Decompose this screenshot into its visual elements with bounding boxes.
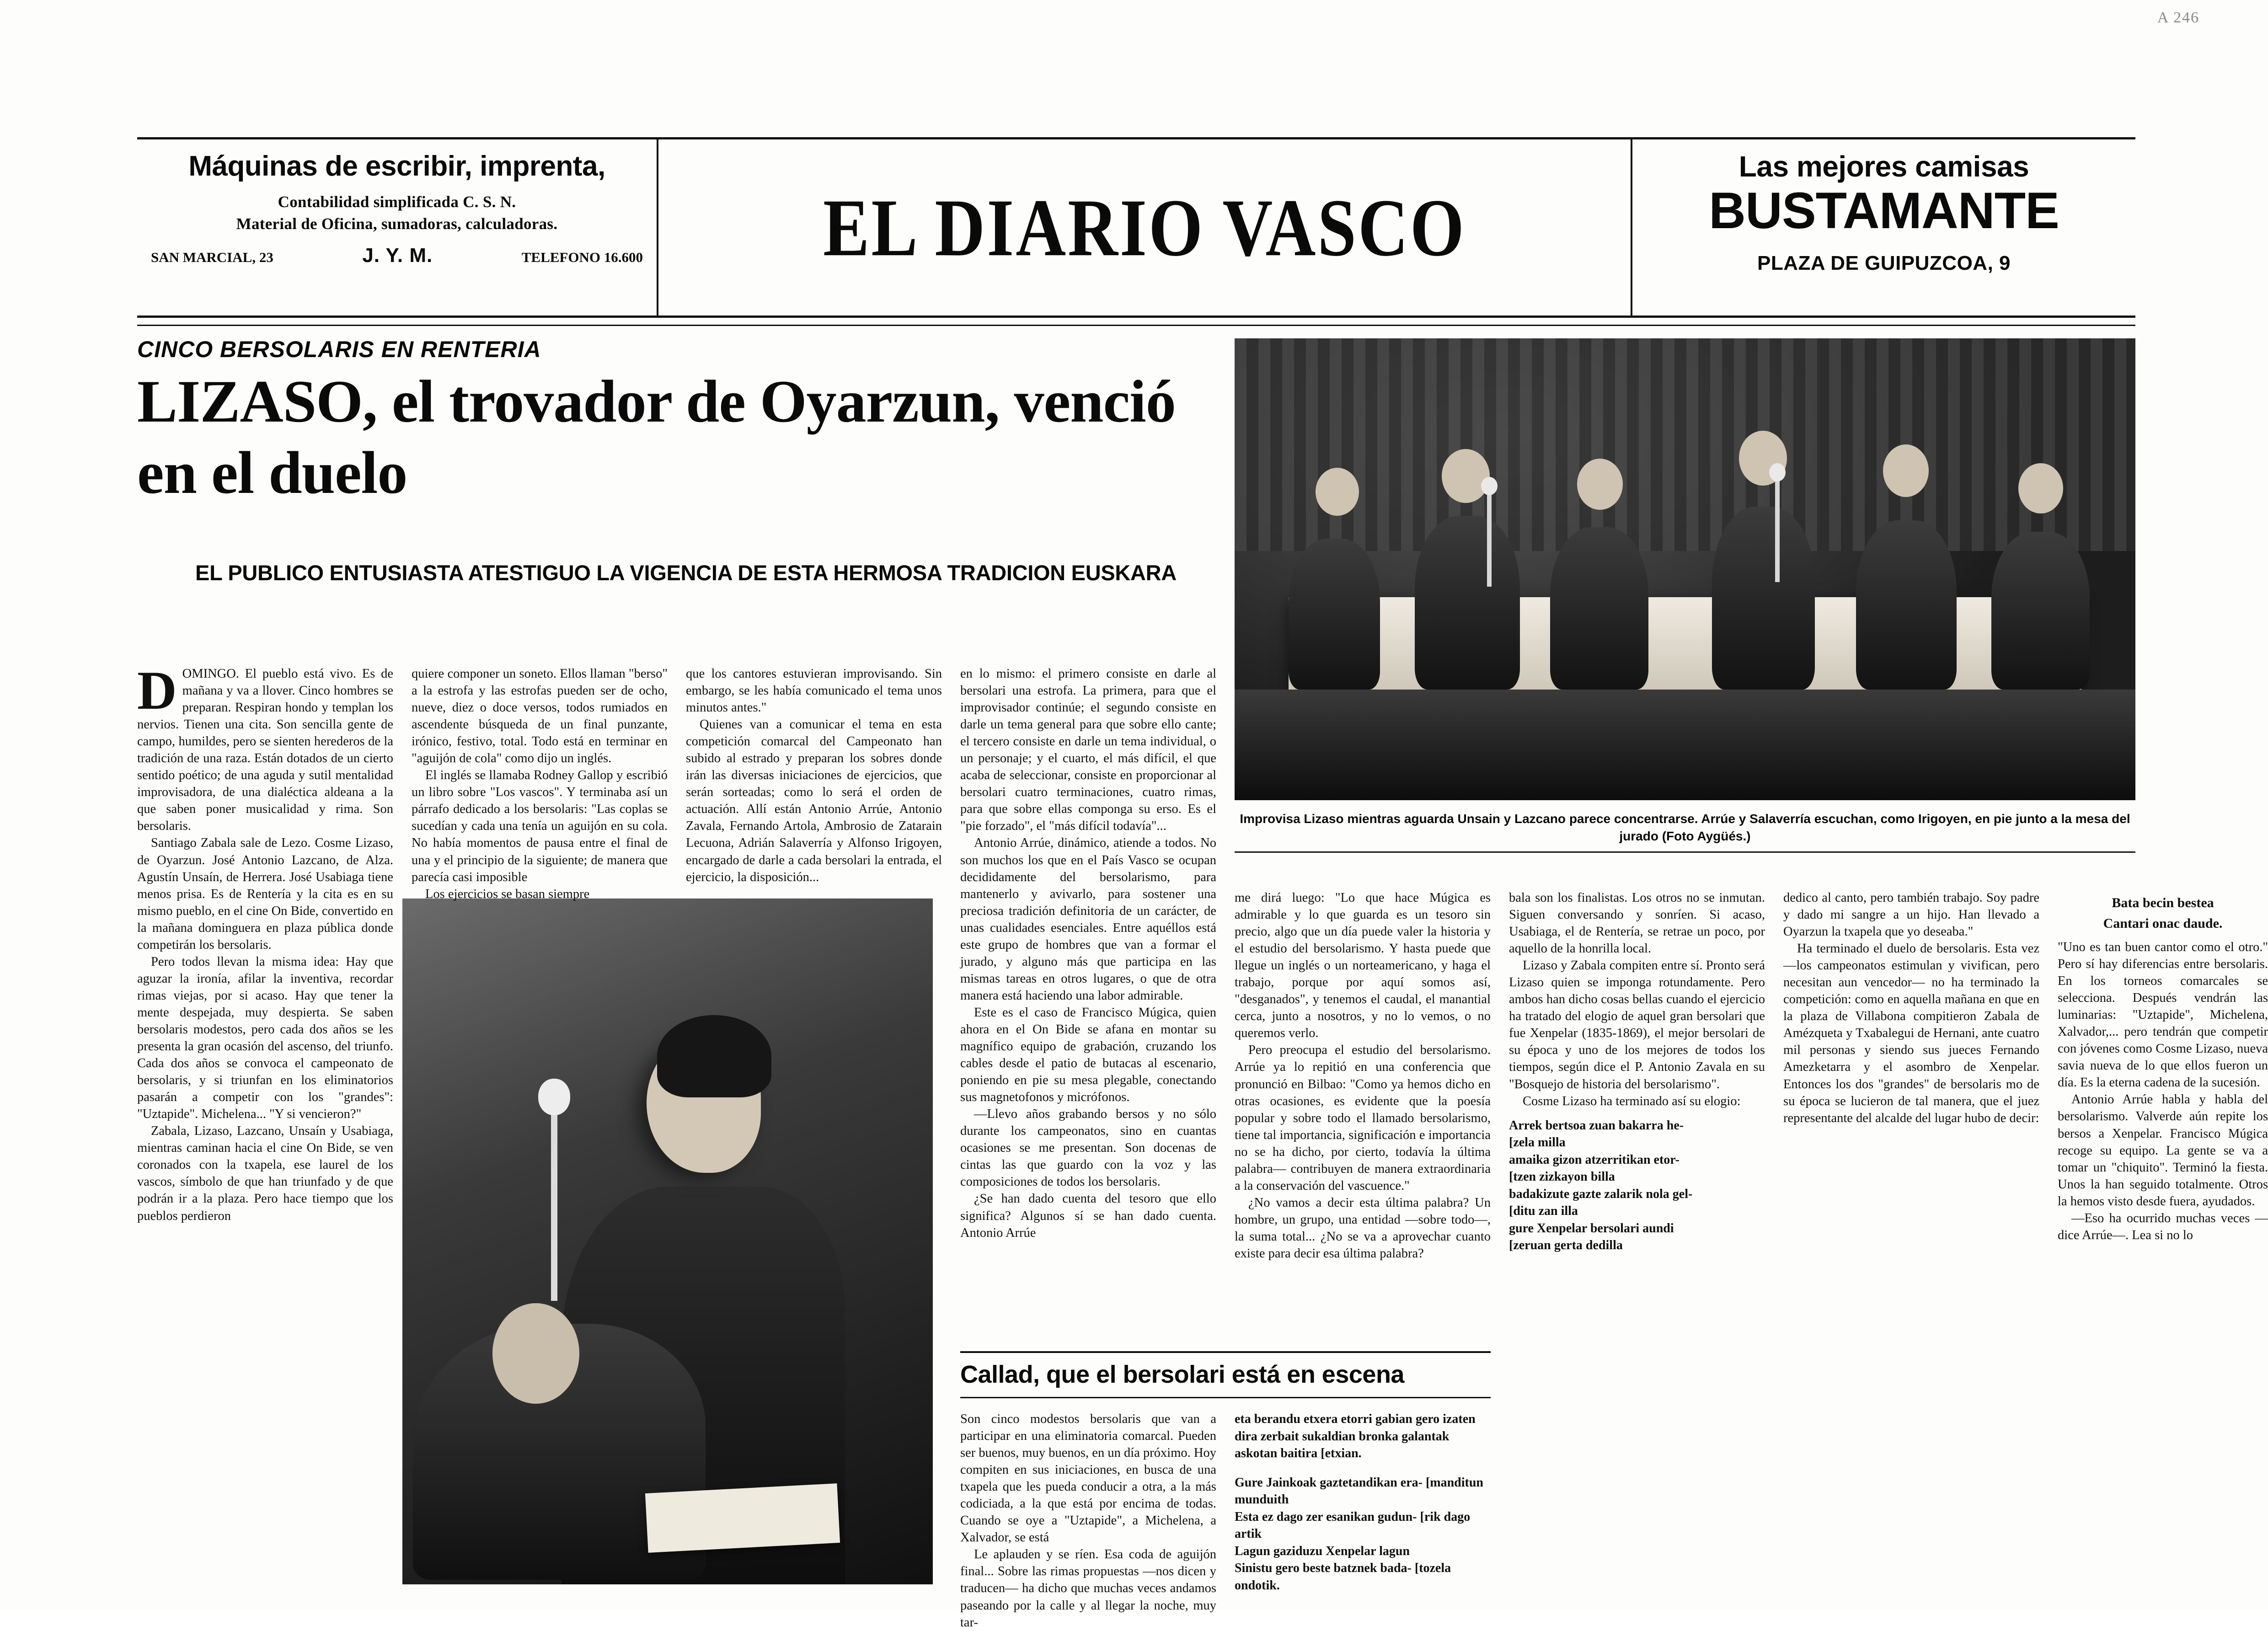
verse-heading-bata: Bata becin bestea — [2112, 895, 2214, 910]
paragraph: bala son los finalistas. Los otros no se inmutan. Siguen conversando y sonríen. Si acaso, Usabiaga, el de Rentería, se retrae un poco, por aquello de la honrilla local. — [1509, 891, 1765, 956]
paragraph: Quienes van a comunicar el tema en esta competición comarcal del Campeonato han subido al estrado y preparan los sobres donde irán las diversas iniciaciones de ejercicios, que serán sorteadas; como lo será el orden de actuación. Allí están Antonio Arrúe, Antonio Zavala, Fernando Artola, Ambrosio de Zatarain Lecuona, Adrián Salaverría y Alfonso Irigoyen, encargado de darle a cada bersolari la entrada, el ejercicio, la disposición... — [686, 717, 942, 884]
verse-heading-cantari: Cantari onac daude. — [2103, 916, 2223, 931]
paragraph: Santiago Zabala sale de Lezo. Cosme Lizaso, de Oyarzun. José Antonio Lazcano, de Alza. Agustín Unsaín, de Herrera. José Usabiaga tiene menos prisa. Es de Rentería y la cita es en su mismo pueblo, en el cine On Bide, convertido en la mañana dominguera en plaza pública donde competirán los bersolaris. — [137, 836, 393, 952]
paragraph: que los cantores estuvieran improvisando. Sin embargo, se les había comunicado el tema unos minutos antes." — [686, 667, 942, 715]
left-ad-line3: Material de Oficina, sumadoras, calculadoras. — [236, 215, 558, 233]
verse-line: Esta ez dago zer esanikan gudun- [rik dago artik — [1235, 1509, 1471, 1541]
text-column-7 — [1783, 889, 2039, 1127]
text-column-4 — [960, 665, 1216, 1241]
left-ad-address: SAN MARCIAL, 23 — [151, 249, 273, 266]
left-ad-line1: Máquinas de escribir, imprenta, — [188, 150, 605, 182]
photo-caption — [1235, 810, 2135, 845]
verse-line: Sinistu gero beste batznek bada- [tozela ondotik. — [1235, 1561, 1451, 1593]
verse-line: amaika gizon atzerritikan etor- — [1509, 1152, 1680, 1167]
text-column-5 — [1235, 889, 1491, 1262]
left-ad-line2: Contabilidad simplificada C. S. N. — [278, 193, 516, 211]
paragraph: —Llevo años grabando bersos y no sólo durante los campeonatos, sino en cuantas ocasiones se me presentan. Son docenas de cintas las que guardo con la voz y las composiciones de todos los bersolaris. — [960, 1107, 1216, 1189]
paragraph: El inglés se llamaba Rodney Gallop y escribió un libro sobre "Los vascos". Y terminaba así un párrafo dedicado a los bersolaris: "Las coplas se sucedían y cada una tenía un aguijón en su cola. No había momentos de pausa entre el final de una y el principio de la siguiente; de manera que parecía casi imposible — [412, 768, 668, 884]
article-subhead: EL PUBLICO ENTUSIASTA ATESTIGUO LA VIGENCIA DE ESTA HERMOSA TRADICION EUSKARA — [195, 561, 1177, 585]
left-ad-contact — [151, 244, 643, 267]
right-ad-address: PLAZA DE GUIPUZCOA, 9 — [1757, 252, 2011, 274]
paragraph: DOMINGO. El pueblo está vivo. Es de mañana y va a llover. Cinco hombres se preparan. Respiran hondo y templan los nervios. Tienen una cita. Son sencilla gente de campo, humildes, pero se sienten herederos de la tradición de una raza. Están dotados de un cierto sentido poético; de una aguda y sutil mentalidad improvisadora, de una dialéctica aldeana a la que saben poner musicalidad y rima. Son bersolaris. — [137, 660, 393, 834]
text-column-8 — [2058, 889, 2268, 1244]
basque-verse — [1509, 1117, 1765, 1254]
verse-line: Arrek bertsoa zuan bakarra he- — [1509, 1118, 1684, 1133]
paragraph: Este es el caso de Francisco Múgica, quien ahora en el On Bide se afana en montar su magnífico equipo de grabación, cruzando los cables desde el patio de butacas al escenario, poniendo en pie su mesa plegable, conectando sus magnetofonos y micrófonos. — [960, 1005, 1216, 1105]
paragraph: Los ejercicios se basan siempre — [425, 887, 590, 901]
right-ad-line1: Las mejores camisas — [1738, 150, 2029, 183]
text-column-1 — [137, 660, 393, 1225]
masthead-title-block — [658, 139, 1632, 316]
basque-verse-2 — [1235, 1411, 1491, 1462]
left-ad-brand: J. Y. M. — [362, 244, 433, 267]
verse-line: gure Xenpelar bersolari aundi — [1509, 1221, 1674, 1235]
sub-article-rule-bottom — [960, 1397, 1491, 1398]
verse-line: badakizute gazte zalarik nola gel- — [1509, 1187, 1693, 1201]
verse-line: [ditu zan illa — [1509, 1204, 1578, 1219]
paragraph: —Eso ha ocurrido muchas veces —dice Arrúe—. Lea si no lo — [2058, 1211, 2268, 1242]
article-headline: LIZASO, el trovador de Oyarzun, venció en el duelo — [137, 368, 1176, 506]
verse-line: [zeruan gerta dedilla — [1509, 1238, 1623, 1253]
text-column-6 — [1509, 889, 1765, 1254]
verse-line: Lagun gaziduzu Xenpelar lagun — [1235, 1544, 1410, 1558]
verse-line: [zela milla — [1509, 1135, 1566, 1150]
text-column-2 — [412, 665, 668, 903]
paragraph: "Uno es tan buen cantor como el otro." Pero sí hay diferencias entre bersolaris. En los torneos comarcales se selecciona. Después vendrán las luminarias: "Uztapide", Michelena, Xalvador,... pero tendrán que competir con jóvenes como Cosme Lizaso, nueva savia nueva de lo que ellos fueron un día. Es la eterna cadena de la sucesión. — [2058, 940, 2268, 1090]
photo-stage-jury — [1235, 338, 2135, 800]
photo-bersolari-singing — [402, 898, 933, 1584]
paragraph: me dirá luego: "Lo que hace Múgica es admirable y lo que guarda es un tesoro sin precio, algo que un día puede valer la historia y el estudio del bersolarismo. Y hasta puede que llegue un inglés o un norteamericano, y haga el trabajo, porque por aquí somos así, "desganados", y tenemos el caudal, el manantial cerca, junto a nosotros, y no lo vemos, o no queremos verlo. — [1235, 891, 1491, 1041]
paragraph: Antonio Arrúe, dinámico, atiende a todos. No son muchos los que en el País Vasco se ocupan decididamente del bersolarismo, para mantenerlo y avivarlo, para sostener una preciosa tradición definitoria de un carácter, de unas cualidades esenciales. Entre aquéllos está este grupo de hombres que van a formar el jurado, y alguno más que participa en las mismas tareas en otros lugares, o que de otra manera está haciendo una labor admirable. — [960, 836, 1216, 1003]
paragraph: Pero preocupa el estudio del bersolarismo. Arrúe ya lo repitió en una conferencia que pronunció en Bilbao: "Como ya hemos dicho en otras ocasiones, es evidente que la poesía popular y sobre todo el llamado bersolarismo, tiene tal importancia, significación e importancia no se ha dicho, por cierto, todavía la última palabra— contribuyen de manera extraordinaria a la conservación del vascuence." — [1235, 1043, 1491, 1193]
caption-text: Improvisa Lizaso mientras aguarda Unsain y Lazcano parece concentrarse. Arrúe y Salaverría escuchan, como Irigoyen, en pie junto a la mesa del jurado — [1240, 812, 2130, 843]
caption-divider — [1235, 851, 2135, 853]
text-column-3 — [686, 665, 942, 886]
paragraph: Son cinco modestos bersolaris que van a participar en una eliminatoria comarcal. Pueden ser buenos, muy buenos, en un día próximo. Hoy compiten en sus iniciaciones, en busca de una txapela que les pueda conducir a otra, a la más codiciada, a la que está por encima de todas. Cuando se oye a "Uztapide", a Michelena, a Xalvador, se está — [960, 1412, 1216, 1545]
paragraph: ¿No vamos a decir esta última palabra? Un hombre, un grupo, una entidad —sobre todo—, la suma total... ¿No se va a aprovechar cuanto existe para decir esa última palabra? — [1235, 1195, 1491, 1261]
paragraph: Cosme Lizaso ha terminado así su elogio: — [1523, 1094, 1741, 1108]
verse-line: Gure Jainkoak gaztetandikan era- [manditun munduith — [1235, 1475, 1483, 1507]
sub-article-rule-top — [960, 1351, 1491, 1353]
photo-credit: (Foto Aygüés.) — [1662, 829, 1751, 843]
paragraph: en lo mismo: el primero consiste en darle al bersolari una estrofa. La primera, para que el improvisador continúe; el segundo consiste en darle un tema general para que sobre ello cante; el tercero consiste en darle un tema individual, o un personaje; y el cuarto, el más difícil, el que acaba de seleccionar, consiste en proporcionar al bersolari cuatro terminaciones, cuatro rimas, para que sobre ellas componga su erso. Es el "pie forzado", el "más difícil todavía"... — [960, 667, 1216, 834]
masthead-right-ad — [1632, 139, 2135, 316]
verse-line: eta berandu etxera etorri gabian gero izaten dira zerbait sukaldian bronka galantak askotan baitira [etxian. — [1235, 1412, 1476, 1461]
paragraph: Zabala, Lizaso, Lazcano, Unsaín y Usabiaga, mientras caminan hacia el cine On Bide, se ven coronados con la txapela, ese laurel de los vascos, símbolo de que han triunfado y de que podrán ir a la plaza. Pero hace tiempo que los pueblos perdieron — [137, 1124, 393, 1223]
masthead — [137, 137, 2135, 318]
paragraph: dedico al canto, pero también trabajo. Soy padre y dado mi sangre a un hijo. Han llevado a Oyarzun la txapela que yo deseaba." — [1783, 891, 2039, 939]
left-ad-phone: TELEFONO 16.600 — [521, 249, 643, 266]
paragraph: Le aplauden y se ríen. Esa coda de aguijón final... Sobre las rimas propuestas —nos dicen y traducen— ha dicho que muchas veces andamos paseando por la calle y al llegar la noche, muy tar- — [960, 1547, 1216, 1630]
article-kicker: CINCO BERSOLARIS EN RENTERIA — [137, 337, 541, 362]
paragraph: ¿Se han dado cuenta del tesoro que ello significa? Algunos sí se han dado cuenta. Antonio Arrúe — [960, 1192, 1216, 1240]
scan-corner-note: A 246 — [2157, 9, 2199, 26]
newspaper-title: EL DIARIO VASCO — [823, 182, 1466, 273]
paragraph: Antonio Arrúe habla y habla del bersolarismo. Valverde aún repite los bersos a Xenpelar. Francisco Múgica recoge su equipo. La gente se va a tomar un "chiquito". Terminó la fiesta. Unos la han seguido totalmente. Otros la hemos visto desde fuera, ayudados. — [2058, 1092, 2268, 1209]
paragraph: quiere componer un soneto. Ellos llaman "berso" a la estrofa y las estrofas pueden ser de ocho, nueve, diez o doce versos, todos rumiados en ascendente búsqueda de un final punzante, irónico, festivo, total. Todo está en terminar en "aguijón de cola" como dijo un inglés. — [412, 667, 668, 766]
text-column-9 — [960, 1411, 1216, 1631]
text-column-10 — [1235, 1411, 1491, 1594]
verse-line: [tzen zizkayon billa — [1509, 1170, 1615, 1184]
headline-divider — [137, 325, 2135, 326]
paragraph: Pero todos llevan la misma idea: Hay que aguzar la ironía, afilar la inventiva, recordar rimas viejas, por si acaso. Hay que tener la mente despejada, muy despierta. Se saben bersolaris modestos, pero cada dos años se les presenta la gran ocasión del ascenso, del triunfo. Cada dos años se convoca el campeonato de bersolaris, y si triunfan en los eliminatorios pasarán a competir con los "grandes": "Uztapide". Michelena... "Y si vencieron?" — [137, 954, 393, 1122]
masthead-left-ad — [137, 139, 658, 316]
right-ad-brand: BUSTAMANTE — [1709, 182, 2059, 239]
sub-article-headline: Callad, que el bersolari está en escena — [960, 1361, 1404, 1388]
basque-verse-3 — [1235, 1474, 1491, 1594]
paragraph: Lizaso y Zabala compiten entre sí. Pronto será Lizaso quien se imponga rotundamente. Pero ambos han dicho cosas bellas cuando el ejercicio ha tratado del elogio de aquel gran bersolari que fue Xenpelar (1835-1869), el mejor bersolari de su época y uno de los mejores de todos los tiempos, según dice el P. Antonio Zavala en su "Bosquejo de historia del bersolarismo". — [1509, 958, 1765, 1091]
paragraph: Ha terminado el duelo de bersolaris. Esta vez —los campeonatos estimulan y vivifican, pero necesitan aun vencedor— no ha terminado la competición: como en aquella mañana en que en la plaza de Villabona compitieron Zabala de Amézqueta y Txabalegui de Hernani, ante cuatro mil personas y siendo sus jueces Fernando Amezketarra y el asombro de Xenpelar. Entonces los dos "grandes" de bersolaris mo de su época se lucieron de tal manera, que el juez representante del alcalde del lugar hubo de decir: — [1783, 941, 2039, 1125]
